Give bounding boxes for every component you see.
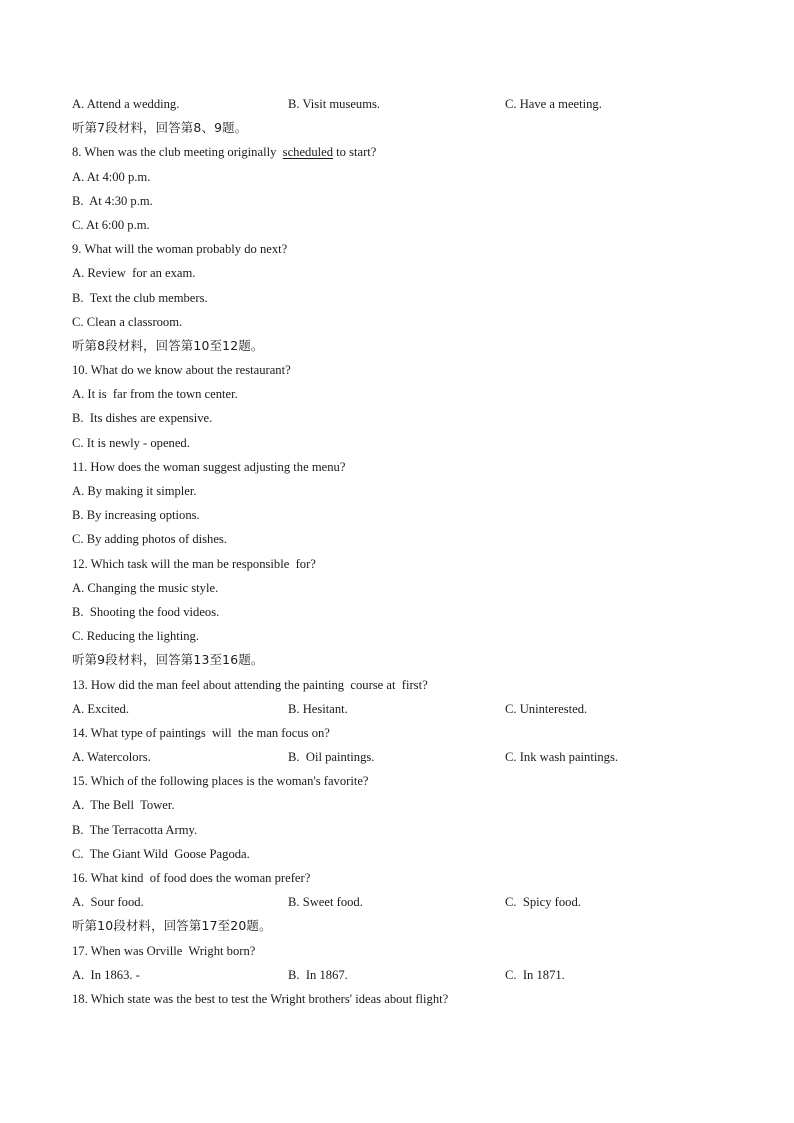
question-12: 12. Which task will the man be responsible for? <box>72 556 316 571</box>
option-b: B. The Terracotta Army. <box>72 822 198 837</box>
question-18: 18. Which state was the best to test the Wright brothers' ideas about flight? <box>72 991 449 1006</box>
option-c: C. In 1871. <box>505 967 565 982</box>
option-a: A. Changing the music style. <box>72 580 219 595</box>
question-16: 16. What kind of food does the woman prefer? <box>72 871 311 885</box>
option-b: B. Its dishes are expensive. <box>72 411 213 426</box>
option-c: C. Have a meeting. <box>505 97 602 111</box>
option-b: B. Shooting the food videos. <box>72 604 220 619</box>
option-a: A. Excited. <box>72 701 130 716</box>
options-row <box>72 697 752 721</box>
section-heading: 听第9段材料，回答第13至16题。 <box>72 652 264 668</box>
option-b: B. At 4:30 p.m. <box>72 193 153 208</box>
option-c: C. Clean a classroom. <box>72 314 183 329</box>
option-c: C. By adding photos of dishes. <box>72 532 227 547</box>
question-11: 11. How does the woman suggest adjusting the menu? <box>72 459 346 474</box>
question-17: 17. When was Orville Wright born? <box>72 943 256 958</box>
option-c: C. Uninterested. <box>505 701 588 716</box>
option-a: A. At 4:00 p.m. <box>72 169 151 184</box>
question-text: 8. When was the club meeting originally <box>72 145 283 160</box>
option-a: A. In 1863. - <box>72 967 140 982</box>
document-page <box>72 92 752 1011</box>
option-b: B. By increasing options. <box>72 508 200 523</box>
option-b: B. Sweet food. <box>288 895 363 910</box>
question-10: 10. What do we know about the restaurant? <box>72 363 291 378</box>
question-8 <box>72 140 752 164</box>
option-c: C. Reducing the lighting. <box>72 629 199 644</box>
option-a: A. By making it simpler. <box>72 484 197 498</box>
option-a: A. Review for an exam. <box>72 266 196 281</box>
option-c: C. At 6:00 p.m. <box>72 217 150 232</box>
option-a: A. Watercolors. <box>72 750 151 765</box>
section-heading: 听第8段材料，回答第10至12题。 <box>72 337 264 353</box>
option-b: B. Text the club members. <box>72 290 208 305</box>
options-row <box>72 92 752 116</box>
option-c: C. Ink wash paintings. <box>505 750 618 765</box>
question-15: 15. Which of the following places is the woman's favorite? <box>72 774 369 789</box>
option-b: B. Oil paintings. <box>288 750 375 765</box>
question-13: 13. How did the man feel about attending the painting course at first? <box>72 677 428 692</box>
question-text-end: to start? <box>333 145 377 160</box>
option-a: A. Sour food. <box>72 895 144 910</box>
option-b: B. In 1867. <box>288 967 348 982</box>
options-row <box>72 963 752 987</box>
options-row <box>72 745 752 769</box>
options-row <box>72 890 752 914</box>
option-a: A. The Bell Tower. <box>72 798 175 813</box>
question-9: 9. What will the woman probably do next? <box>72 242 288 257</box>
option-b: B. Hesitant. <box>288 701 348 716</box>
option-b: B. Visit museums. <box>288 97 381 111</box>
option-a: A. Attend a wedding. <box>72 97 180 111</box>
option-c: C. It is newly - opened. <box>72 435 190 450</box>
option-c: C. The Giant Wild Goose Pagoda. <box>72 846 250 861</box>
section-heading: 听第7段材料，回答第8、9题。 <box>72 120 248 136</box>
question-14: 14. What type of paintings will the man focus on? <box>72 725 330 740</box>
section-heading: 听第10段材料，回答第17至20题。 <box>72 918 272 934</box>
option-a: A. It is far from the town center. <box>72 387 238 402</box>
underlined-word: scheduled <box>282 145 334 160</box>
option-c: C. Spicy food. <box>505 895 581 910</box>
